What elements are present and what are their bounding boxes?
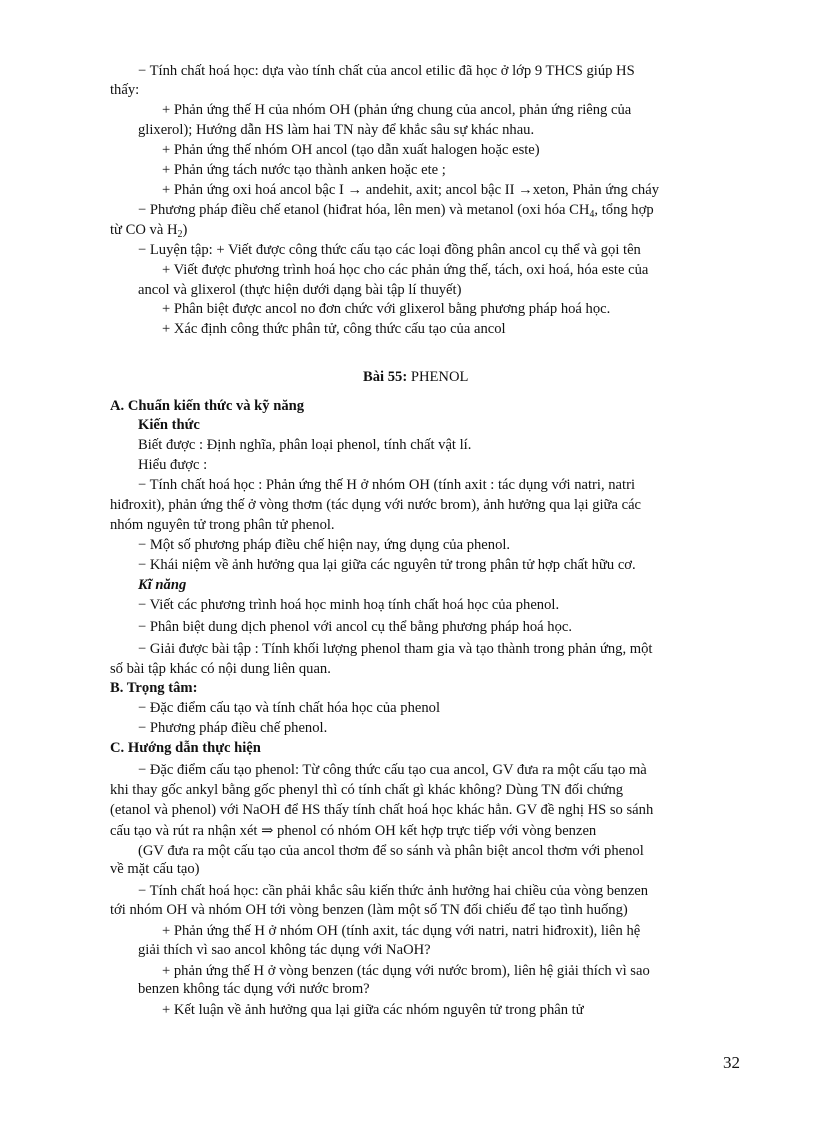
text-fragment: − Phương pháp điều chế etanol (hiđrat hóa, lên men) và metanol (oxi hóa CH (138, 202, 590, 218)
subsection-heading: Kiến thức (138, 417, 200, 433)
text-line: − Khái niệm về ảnh hưởng qua lại giữa các nguyên tử trong phân tử hợp chất hữu cơ. (138, 557, 636, 573)
text-line: khi thay gốc ankyl bằng gốc phenyl thì có tính chất gì khác không? Dùng TN đối chứng (110, 782, 624, 798)
section-heading: A. Chuẩn kiến thức và kỹ năng (110, 398, 305, 414)
text-line: benzen không tác dụng với nước brom? (138, 981, 370, 997)
text-line (138, 201, 654, 219)
text-line: − Viết các phương trình hoá học minh hoạ tính chất hoá học của phenol. (138, 597, 560, 613)
text-line: (etanol và phenol) với NaOH để HS thấy tính chất hoá học khác hẳn. GV đề nghị HS so sánh (110, 802, 654, 818)
text-fragment: , tổng hợp (594, 202, 654, 218)
subsection-heading: Kĩ năng (138, 577, 187, 593)
text-line: thấy: (110, 82, 140, 98)
text-line: − Tính chất hoá học: dựa vào tính chất của ancol etilic đã học ở lớp 9 THCS giúp HS (138, 63, 635, 79)
text-line: + Xác định công thức phân tử, công thức cấu tạo của ancol (162, 321, 506, 337)
text-line: − Một số phương pháp điều chế hiện nay, ứng dụng của phenol. (138, 537, 511, 553)
lesson-name: PHENOL (407, 369, 469, 385)
text-fragment: ) (182, 222, 188, 238)
text-line: + phản ứng thế H ở vòng benzen (tác dụng với nước brom), liên hệ giải thích vì sao (162, 963, 650, 979)
lesson-number: Bài 55: (363, 369, 408, 385)
section-heading: C. Hướng dẫn thực hiện (110, 740, 261, 756)
text-line (110, 221, 187, 239)
text-line: ancol và glixerol (thực hiện dưới dạng bài tập lí thuyết) (138, 282, 462, 298)
text-line: + Phản ứng thế H của nhóm OH (phản ứng chung của ancol, phản ứng riêng của (162, 102, 632, 118)
text-line: − Luyện tập: + Viết được công thức cấu tạo các loại đồng phân ancol cụ thể và gọi tên (138, 242, 641, 258)
text-line: hiđroxit), phản ứng thế ở vòng thơm (tác dụng với nước brom), ảnh hưởng qua lại giữa các (110, 497, 642, 513)
text-line: + Viết được phương trình hoá học cho các phản ứng thế, tách, oxi hoá, hóa este của (162, 262, 649, 278)
text-line: − Đặc điểm cấu tạo phenol: Từ công thức cấu tạo cua ancol, GV đưa ra một cấu tạo mà (138, 762, 647, 778)
text-line: − Phương pháp điều chế phenol. (138, 720, 328, 736)
text-fragment: từ CO và H (110, 222, 178, 238)
text-line: − Phân biệt dung dịch phenol với ancol cụ thể bằng phương pháp hoá học. (138, 619, 573, 635)
text-line: về mặt cấu tạo) (110, 861, 200, 877)
section-heading: B. Trọng tâm: (110, 680, 198, 696)
text-line: tới nhóm OH và nhóm OH tới vòng benzen (làm một số TN đối chiếu để tạo tình huống) (110, 902, 628, 918)
text-line: Biết được : Định nghĩa, phân loại phenol, tính chất vật lí. (138, 437, 472, 453)
text-line: (GV đưa ra một cấu tạo của ancol thơm để so sánh và phân biệt ancol thơm với phenol (138, 843, 644, 859)
subscript: 4 (589, 209, 595, 220)
text-line: − Tính chất hoá học: cần phải khắc sâu kiến thức ảnh hưởng hai chiều của vòng benzen (138, 883, 649, 899)
subscript: 2 (177, 229, 183, 240)
text-line: số bài tập khác có nội dung liên quan. (110, 661, 331, 677)
text-line: nhóm nguyên tử trong phân tử phenol. (110, 517, 335, 533)
text-line: glixerol); Hướng dẫn HS làm hai TN này để khắc sâu sự khác nhau. (138, 122, 535, 138)
text-line: Hiểu được : (138, 457, 208, 473)
text-line: − Đặc điểm cấu tạo và tính chất hóa học của phenol (138, 700, 441, 716)
text-line: + Phân biệt được ancol no đơn chức với glixerol bằng phương pháp hoá học. (162, 301, 611, 317)
text-line: − Giải được bài tập : Tính khối lượng phenol tham gia và tạo thành trong phản ứng, một (138, 641, 653, 657)
text-line: giải thích vì sao ancol không tác dụng với NaOH? (138, 942, 431, 958)
text-line: + Phản ứng tách nước tạo thành anken hoặc ete ; (162, 162, 446, 178)
text-line: cấu tạo và rút ra nhận xét ⇒ phenol có nhóm OH kết hợp trực tiếp với vòng benzen (110, 823, 597, 839)
text-line: + Phản ứng oxi hoá ancol bậc I → andehit, axit; ancol bậc II →xeton, Phản ứng cháy (162, 182, 659, 198)
text-line: + Kết luận về ảnh hưởng qua lại giữa các nhóm nguyên tử trong phân tử (162, 1002, 584, 1018)
page-number: 32 (723, 1053, 740, 1072)
text-line: + Phản ứng thế H ở nhóm OH (tính axit, tác dụng với natri, natri hiđroxit), liên hệ (162, 923, 641, 939)
text-line: − Tính chất hoá học : Phản ứng thế H ở nhóm OH (tính axit : tác dụng với natri, natri (138, 477, 635, 493)
lesson-title (363, 368, 468, 386)
text-line: + Phản ứng thế nhóm OH ancol (tạo dẫn xuất halogen hoặc este) (162, 142, 540, 158)
